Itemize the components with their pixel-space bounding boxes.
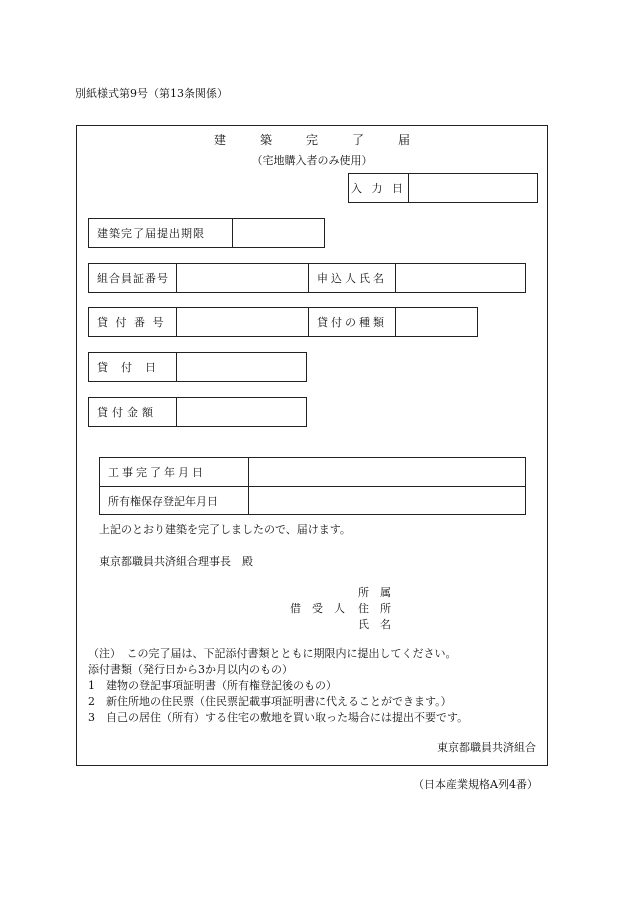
loan-amount-field[interactable]: [176, 398, 306, 426]
attachment-item: 1 建物の登記事項証明書（所有権登記後のもの）: [88, 679, 337, 692]
deadline-label: 建築完了届提出期限: [97, 227, 205, 240]
loan-amount-row: [88, 397, 307, 427]
input-date-field[interactable]: [408, 174, 537, 202]
applicant-name-label: 申込人氏名: [308, 264, 395, 292]
loan-amount-label: 貸付金額: [97, 406, 157, 419]
completion-table: [99, 457, 526, 515]
loan-type-label: 貸付の種類: [308, 308, 395, 336]
form-title: [76, 131, 548, 148]
paper-size-note: （日本産業規格A列4番）: [413, 778, 538, 791]
title-char: 建: [213, 133, 226, 147]
deadline-box: [88, 218, 325, 248]
loan-date-field[interactable]: [176, 353, 306, 381]
loan-date-row: [88, 352, 307, 382]
title-char: 築: [259, 133, 272, 147]
attachment-item: 3 自己の居住（所有）する住宅の敷地を買い取った場合には提出不要です。: [88, 711, 469, 724]
loan-type-field[interactable]: [395, 308, 477, 336]
statement: 上記のとおり建築を完了しましたので、届けます。: [99, 523, 351, 536]
member-number-field[interactable]: [176, 264, 308, 292]
loan-number-type-row: [88, 307, 478, 337]
issuer-name: 東京都職員共済組合: [437, 741, 536, 754]
borrower-name-label: 氏 名: [358, 618, 391, 631]
loan-number-field[interactable]: [176, 308, 308, 336]
construction-completion-label: 工事完了年月日: [108, 466, 206, 479]
construction-completion-field[interactable]: [249, 458, 525, 486]
title-char: 完: [305, 133, 318, 147]
deadline-field[interactable]: [232, 219, 324, 247]
title-char: 届: [398, 133, 411, 147]
loan-date-label: 貸 付 日: [97, 361, 157, 374]
borrower-role-label: 借 受 人: [290, 602, 345, 615]
registration-date-field[interactable]: [249, 487, 525, 515]
applicant-name-field[interactable]: [395, 264, 525, 292]
form-subtitle: （宅地購入者のみ使用）: [251, 154, 373, 167]
title-char: 了: [352, 133, 365, 147]
input-date-box: [348, 173, 538, 203]
attachments-header: 添付書類（発行日から3か月以内のもの）: [88, 663, 293, 676]
loan-number-label: 貸 付 番 号: [97, 316, 166, 329]
addressee: 東京都職員共済組合理事長 殿: [99, 555, 253, 568]
member-applicant-row: [88, 263, 526, 293]
borrower-address-label: 住 所: [358, 602, 391, 615]
member-number-label: 組合員証番号: [97, 272, 169, 285]
form-number: 別紙様式第9号（第13条関係）: [75, 87, 228, 100]
note-text: （注） この完了届は、下記添付書類とともに期限内に提出してください。: [88, 647, 457, 660]
borrower-affiliation-label: 所 属: [358, 586, 391, 599]
registration-date-label: 所有権保存登記年月日: [108, 495, 218, 508]
attachment-item: 2 新住所地の住民票（住民票記載事項証明書に代えることができます。）: [88, 695, 452, 708]
input-date-label: 入 力 日: [351, 182, 406, 195]
